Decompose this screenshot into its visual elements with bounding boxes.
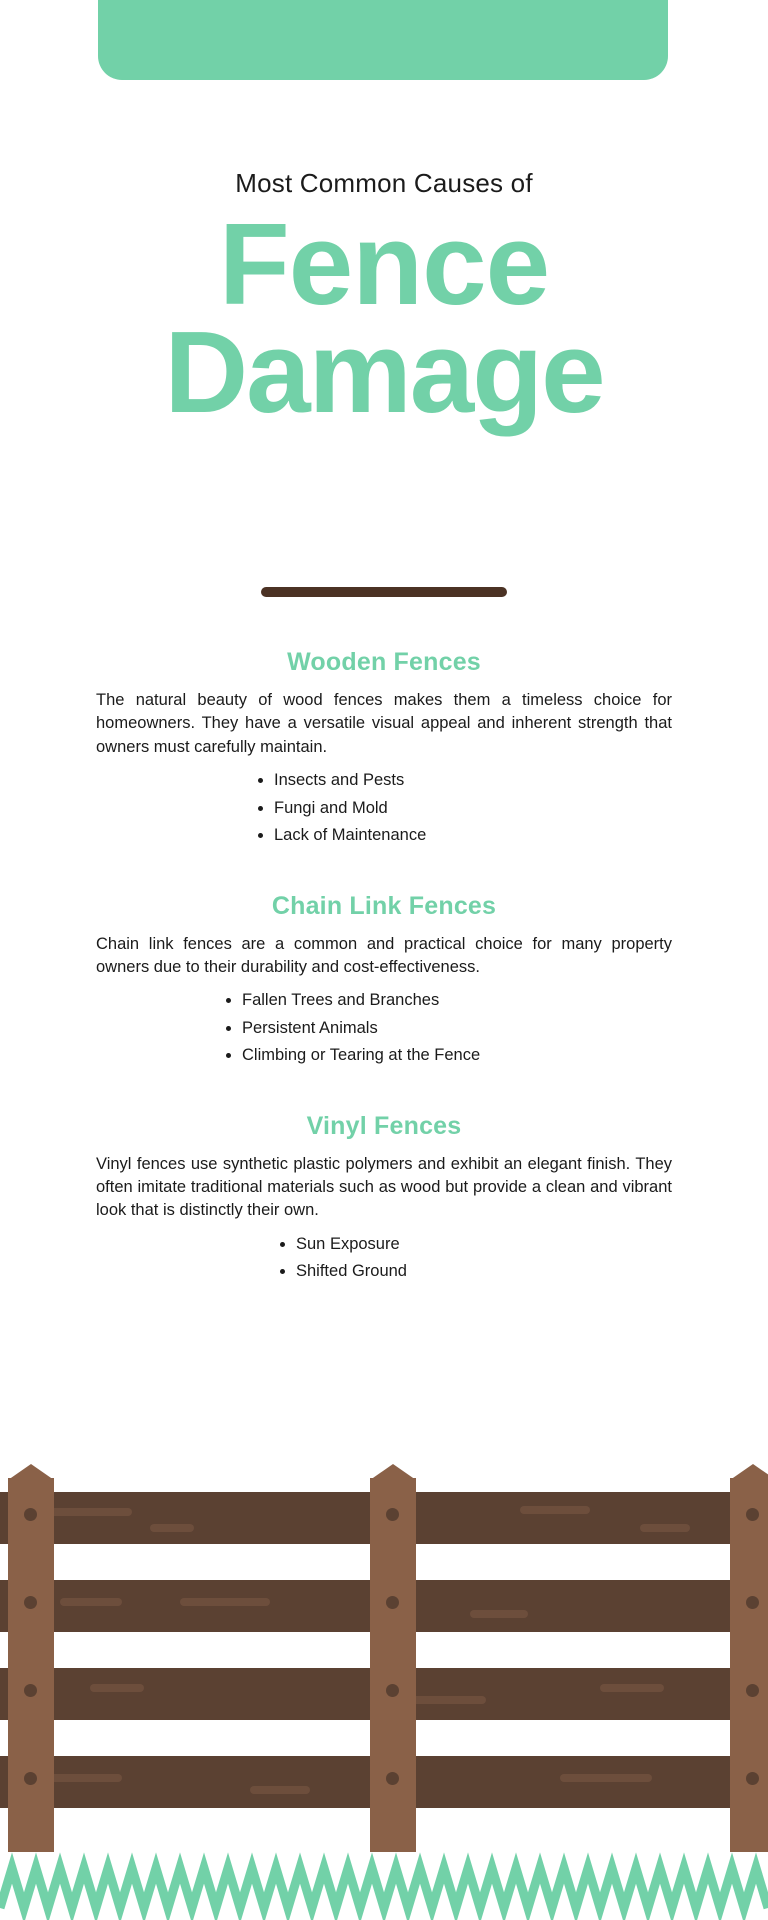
- section-bullet-list: [224, 989, 672, 1067]
- post-knot: [24, 1684, 37, 1697]
- section-bullet-list: [256, 769, 672, 847]
- wood-grain: [60, 1598, 122, 1606]
- post-knot: [386, 1596, 399, 1609]
- wood-grain: [640, 1524, 690, 1532]
- section-title: Vinyl Fences: [306, 1111, 462, 1140]
- post-knot: [746, 1596, 759, 1609]
- title-line-2: Damage: [164, 306, 604, 437]
- section-body: Vinyl fences use synthetic plastic polymers and exhibit an elegant finish. They often imitate traditional materials such as wood but provide a clean and vibrant look that is distinctly their own.: [96, 1154, 672, 1220]
- divider: [261, 587, 507, 597]
- post-knot: [746, 1508, 759, 1521]
- sections-container: [96, 640, 672, 1318]
- wood-grain: [180, 1598, 270, 1606]
- list-item: Persistent Animals: [224, 1017, 672, 1040]
- wood-grain: [150, 1524, 194, 1532]
- post-knot: [746, 1772, 759, 1785]
- fence-illustration: [0, 1478, 768, 1920]
- wood-grain: [560, 1774, 652, 1782]
- post-knot: [24, 1772, 37, 1785]
- post-knot: [386, 1772, 399, 1785]
- page-title: [0, 199, 768, 437]
- section-title: Chain Link Fences: [271, 891, 497, 920]
- list-item: Climbing or Tearing at the Fence: [224, 1044, 672, 1067]
- zigzag-grass: [0, 1848, 768, 1920]
- title-line-1: Fence: [218, 199, 550, 329]
- post-knot: [386, 1508, 399, 1521]
- section-title: Wooden Fences: [287, 648, 481, 676]
- section-chain-link-fences: [96, 892, 672, 1068]
- post-knot: [24, 1508, 37, 1521]
- wood-grain: [520, 1506, 590, 1514]
- list-item: Fungi and Mold: [256, 797, 672, 820]
- header: [0, 168, 768, 437]
- wood-grain: [46, 1774, 122, 1782]
- wood-grain: [90, 1684, 144, 1692]
- list-item: Sun Exposure: [278, 1233, 672, 1256]
- section-wooden-fences: [96, 648, 672, 848]
- fence-post: [8, 1478, 54, 1852]
- wood-grain: [470, 1610, 528, 1618]
- list-item: Insects and Pests: [256, 769, 672, 792]
- post-knot: [746, 1684, 759, 1697]
- eyebrow-text: Most Common Causes of: [235, 168, 533, 198]
- post-knot: [24, 1596, 37, 1609]
- wood-grain: [50, 1508, 132, 1516]
- section-body: The natural beauty of wood fences makes them a timeless choice for homeowners. They have a versatile visual appeal and inherent strength that owners must carefully maintain.: [96, 691, 672, 756]
- section-vinyl-fences: [96, 1112, 672, 1284]
- fence-post: [370, 1478, 416, 1852]
- list-item: Fallen Trees and Branches: [224, 989, 672, 1012]
- wood-grain: [250, 1786, 310, 1794]
- post-knot: [386, 1684, 399, 1697]
- top-banner: [98, 0, 668, 80]
- fence-post: [730, 1478, 768, 1852]
- section-bullet-list: [278, 1233, 672, 1284]
- list-item: Shifted Ground: [278, 1260, 672, 1283]
- wood-grain: [600, 1684, 664, 1692]
- section-body: Chain link fences are a common and practical choice for many property owners due to their durability and cost-effectiveness.: [96, 934, 672, 976]
- list-item: Lack of Maintenance: [256, 824, 672, 847]
